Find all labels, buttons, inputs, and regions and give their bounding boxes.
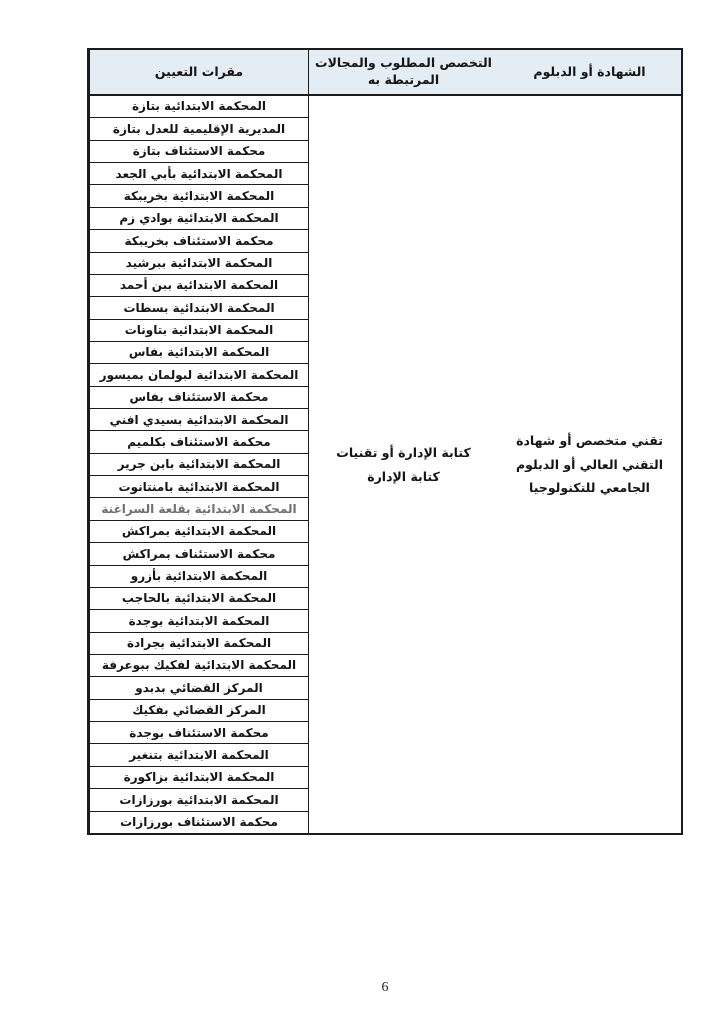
table-body (89, 96, 681, 833)
certificate-cell: تقني متخصص أو شهادة التقني العالي أو الدبلوم الجامعي للتكنولوجيا (516, 432, 663, 496)
location-cell: المحكمة الابتدائية بسيدي افني (90, 409, 308, 431)
location-cell: محكمة الاستئناف بتازة (90, 141, 308, 163)
location-cell: المركز القضائي بدبدو (90, 677, 308, 699)
location-cell: محكمة الاستئناف بورزازات (120, 814, 278, 829)
location-cell: المحكمة الابتدائية بقلعة السراغنة (90, 498, 308, 520)
location-cell: المحكمة الابتدائية بتاونات (90, 320, 308, 342)
header-certificate: الشهادة أو الدبلوم (533, 63, 646, 79)
location-cell: محكمة الاستئناف بخريبكة (90, 230, 308, 252)
location-cell: المركز القضائي بفكيك (90, 700, 308, 722)
location-cell: المحكمة الابتدائية بتازة (90, 96, 308, 118)
location-cell: المحكمة الابتدائية بزاكورة (90, 767, 308, 789)
location-cell: المديرية الإقليمية للعدل بتازة (90, 118, 308, 140)
location-cell: المحكمة الابتدائية ببن أحمد (90, 275, 308, 297)
location-cell: المحكمة الابتدائية بأزرو (90, 566, 308, 588)
location-cell: محكمة الاستئناف بفاس (90, 387, 308, 409)
location-cell: محكمة الاستئناف بمراكش (90, 543, 308, 565)
page-number: 6 (381, 980, 389, 995)
location-cell: المحكمة الابتدائية بوجدة (90, 610, 308, 632)
location-cell: المحكمة الابتدائية بوادي زم (90, 208, 308, 230)
location-cell: المحكمة الابتدائية بجرادة (90, 633, 308, 655)
location-cell: المحكمة الابتدائية ببرشيد (90, 253, 308, 275)
location-cell: المحكمة الابتدائية لبولمان بميسور (90, 364, 308, 386)
header-specialization: التخصص المطلوب والمجالات المرتبطة به (308, 50, 498, 94)
location-cell: محكمة الاستئناف بكلميم (90, 431, 308, 453)
location-cell: المحكمة الابتدائية بمراكش (90, 521, 308, 543)
locations-column (89, 96, 308, 833)
location-cell: المحكمة الابتدائية بفاس (90, 342, 308, 364)
location-cell: المحكمة الابتدائية بأبي الجعد (90, 163, 308, 185)
location-cell: المحكمة الابتدائية بتنغير (90, 744, 308, 766)
location-cell: المحكمة الابتدائية بورزازات (90, 789, 308, 811)
location-cell: المحكمة الابتدائية بسطات (90, 297, 308, 319)
header-locations: مقرات التعيين (89, 50, 308, 94)
specialization-cell: كتابة الإدارة أو تقنيات كتابة الإدارة (308, 96, 498, 833)
table-header-row (89, 50, 681, 96)
location-cell: محكمة الاستئناف بوجدة (90, 722, 308, 744)
location-cell: المحكمة الابتدائية بالحاجب (90, 588, 308, 610)
location-cell: المحكمة الابتدائية بابن جرير (90, 454, 308, 476)
location-cell: المحكمة الابتدائية بخريبكة (90, 185, 308, 207)
location-cell: المحكمة الابتدائية لفكيك ببوعرفة (90, 655, 308, 677)
recruitment-table (87, 48, 683, 835)
location-cell: المحكمة الابتدائية بامنتانوت (90, 476, 308, 498)
